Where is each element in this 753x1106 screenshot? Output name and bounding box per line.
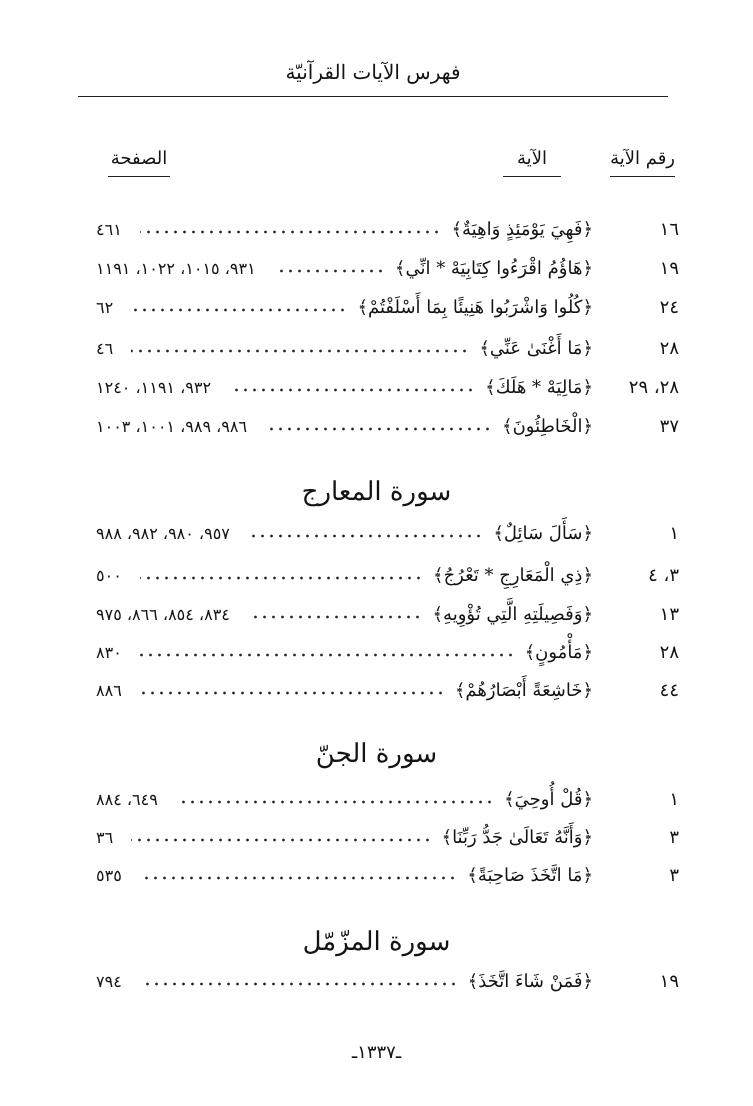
column-header-ayah-number: رقم الآية <box>610 146 675 177</box>
ayah-text: ﴿مَا أَغْنَىٰ عَنِّي﴾ <box>479 338 593 359</box>
index-row <box>0 255 753 283</box>
dot-leader <box>248 531 483 541</box>
dot-leader <box>176 797 494 807</box>
dot-leader <box>140 873 457 883</box>
page-refs: ٣٦ <box>96 828 114 847</box>
dot-leader <box>140 979 458 989</box>
ayah-number: ١٦ <box>659 219 679 240</box>
ayah-number: ٣ <box>669 827 679 848</box>
ayah-text: ﴿وَفَصِيلَتِهِ الَّتِي تُؤْوِيهِ﴾ <box>432 604 593 625</box>
ayah-number: ١٩ <box>659 971 679 992</box>
page-refs: ٩٨٦، ٩٨٩، ١٠٠١، ١٠٠٣ <box>96 417 248 436</box>
page-number: ـ١٣٣٧ـ <box>351 1042 402 1063</box>
dot-leader <box>229 385 475 395</box>
page-refs: ٨٣٠ <box>96 643 122 662</box>
ayah-number: ٣ <box>669 865 679 886</box>
column-header-page: الصفحة <box>108 146 170 177</box>
ayah-text: ﴿هَاؤُمُ اقْرَءُوا كِتَابِيَهْ * انِّي﴾ <box>394 258 593 279</box>
ayah-number: ١٩ <box>659 258 679 279</box>
surah-title: سورة الجنّ <box>315 739 438 769</box>
ayah-text: ﴿مَا اتَّخَذَ صَاحِبَةً﴾ <box>467 865 593 886</box>
ayah-text: ﴿مَأْمُونٍ﴾ <box>524 642 593 663</box>
page-refs: ٥٠٠ <box>96 566 122 585</box>
dot-leader <box>131 346 469 356</box>
index-row <box>0 786 753 814</box>
ayah-number: ١٣ <box>659 604 679 625</box>
ayah-text: ﴿خَاشِعَةً أَبْصَارُهُمْ﴾ <box>454 680 593 701</box>
ayah-number: ٢٨ <box>659 338 679 359</box>
ayah-number: ٢٨، ٢٩ <box>628 377 679 398</box>
ayah-number: ٢٤ <box>659 297 679 318</box>
ayah-number: ٣، ٤ <box>648 565 679 586</box>
ayah-text: ﴿ذِي الْمَعَارِجِ * تَعْرُجُ﴾ <box>433 565 593 586</box>
header-rule <box>78 96 668 97</box>
dot-leader <box>248 612 422 622</box>
index-row <box>0 677 753 705</box>
index-row <box>0 216 753 244</box>
ayah-number: ١ <box>669 789 679 810</box>
page-refs: ٦٤٩، ٨٨٤ <box>96 790 158 809</box>
index-row <box>0 968 753 996</box>
page-refs: ٤٦١ <box>96 220 122 239</box>
ayah-text: ﴿سَأَلَ سَائِلٌ﴾ <box>493 523 593 544</box>
index-row <box>0 294 753 322</box>
dot-leader <box>274 266 385 276</box>
ayah-text: ﴿فَهِيَ يَوْمَئِذٍ وَاهِيَةٌ﴾ <box>451 219 593 240</box>
ayah-number: ٢٨ <box>659 642 679 663</box>
dot-leader <box>131 305 347 315</box>
dot-leader <box>140 650 515 660</box>
dot-leader <box>140 227 441 237</box>
page-refs: ٨٣٤، ٨٥٤، ٨٦٦، ٩٧٥ <box>96 605 230 624</box>
page-refs: ٩٣٢، ١١٩١، ١٢٤٠ <box>96 378 212 397</box>
index-row <box>0 335 753 363</box>
index-row <box>0 639 753 667</box>
page-refs: ٨٨٦ <box>96 681 122 700</box>
page-refs: ٤٦ <box>96 339 114 358</box>
page-refs: ٩٣١، ١٠١٥، ١٠٢٢، ١١٩١ <box>96 259 256 278</box>
dot-leader <box>131 835 432 845</box>
dot-leader <box>265 424 492 434</box>
ayah-text: ﴿فَمَنْ شَاءَ اتَّخَذَ﴾ <box>467 971 593 992</box>
surah-title: سورة المزّمّل <box>302 927 451 957</box>
index-row <box>0 862 753 890</box>
ayah-text: ﴿قُلْ أُوحِيَ﴾ <box>504 789 593 810</box>
page-header: فهرس الآيات القرآنيّة <box>285 60 461 84</box>
index-row <box>0 520 753 548</box>
ayah-number: ٤٤ <box>659 680 679 701</box>
surah-title: سورة المعارج <box>301 477 452 507</box>
ayah-number: ١ <box>669 523 679 544</box>
column-header-ayah: الآية <box>503 146 561 177</box>
ayah-text: ﴿مَالِيَهْ * هَلَكَ﴾ <box>485 377 593 398</box>
page-refs: ٥٣٥ <box>96 866 122 885</box>
index-row <box>0 562 753 590</box>
page-refs: ٧٩٤ <box>96 972 122 991</box>
ayah-text: ﴿كُلُوا وَاشْرَبُوا هَنِيئًا بِمَا أَسْلَفْتُمْ﴾ <box>357 297 593 318</box>
dot-leader <box>140 573 423 583</box>
index-row <box>0 374 753 402</box>
page-refs: ٩٥٧، ٩٨٠، ٩٨٢، ٩٨٨ <box>96 524 230 543</box>
page-refs: ٦٢ <box>96 298 114 317</box>
dot-leader <box>140 688 445 698</box>
index-row <box>0 601 753 629</box>
ayah-text: ﴿وَأَنَّهُ تَعَالَىٰ جَدُّ رَبِّنَا﴾ <box>441 827 593 848</box>
ayah-text: ﴿الْخَاطِئُونَ﴾ <box>502 416 593 437</box>
ayah-number: ٣٧ <box>659 416 679 437</box>
index-row <box>0 824 753 852</box>
index-row <box>0 413 753 441</box>
